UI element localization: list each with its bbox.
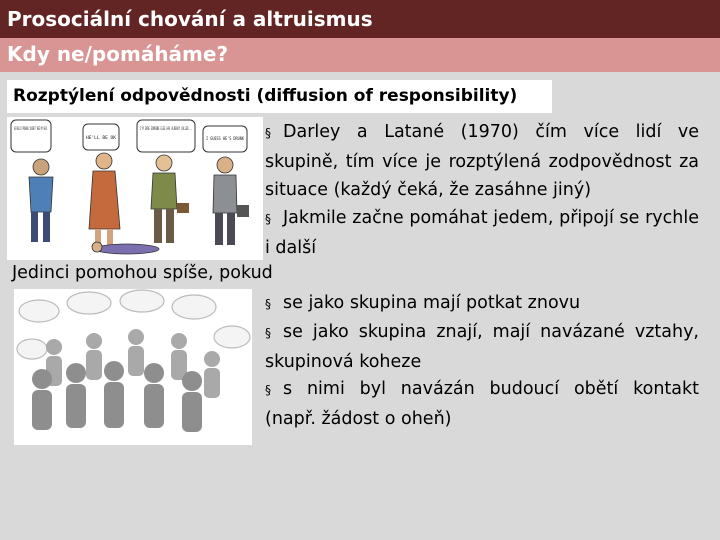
speech-bubble [11,120,51,152]
person-figure [32,369,52,430]
person-figure [182,371,202,432]
speech-bubble [137,120,195,152]
section-heading: Rozptýlení odpovědnosti (diffusion of responsibility) [13,86,518,106]
bubble-text [14,126,48,132]
bullet-text: Darley a Latané (1970) čím více lidí ve skupině, tím více je rozptýlená zodpovědnost za situace (každý čeká, že zasáhne jiný) [265,122,699,201]
condition-item [265,289,699,319]
crowd-illustration [14,289,252,445]
bubble-text: I GUESS HE'S DRUNK [206,137,253,142]
bystander-illustration [7,117,263,260]
person-figure [86,333,102,380]
bullet-symbol: § [265,297,271,311]
speech-bubble [172,295,216,319]
bubble-text: HE'LL BE OK [86,136,115,141]
condition-intro: Jedinci pomohou spíše, pokud [12,263,273,283]
condition-text: se jako skupina znají, mají navázané vztahy, skupinová koheze [265,322,699,372]
condition-text: se jako skupina mají potkat znovu [283,293,581,313]
speech-bubble [214,326,250,348]
person-figure [128,329,144,376]
person-figure [204,351,220,398]
bubble-text [140,126,192,132]
condition-text: s nimi byl navázán budoucí obětí kontakt (např. žádost o oheň) [265,379,699,429]
bullet-symbol: § [265,212,271,226]
slide-subtitle: Kdy ne/pomáháme? [7,42,229,66]
person-figure [144,363,164,428]
speech-bubble [17,339,47,359]
condition-item [265,318,699,376]
speech-bubble [67,292,111,314]
slide-title: Prosociální chování a altruismus [7,7,373,31]
speech-bubble [120,290,164,312]
bullet-symbol: § [265,326,271,340]
bullet-symbol: § [265,126,271,140]
person-figure [171,333,187,380]
person-figure [104,361,124,428]
bullet-item [265,118,699,205]
bullet-symbol: § [265,383,271,397]
person-figure [66,363,86,428]
speech-bubble [19,300,59,322]
bullet-item [265,204,699,262]
condition-item [265,375,699,433]
bullet-text: Jakmile začne pomáhat jedem, připojí se rychle i další [265,208,699,258]
